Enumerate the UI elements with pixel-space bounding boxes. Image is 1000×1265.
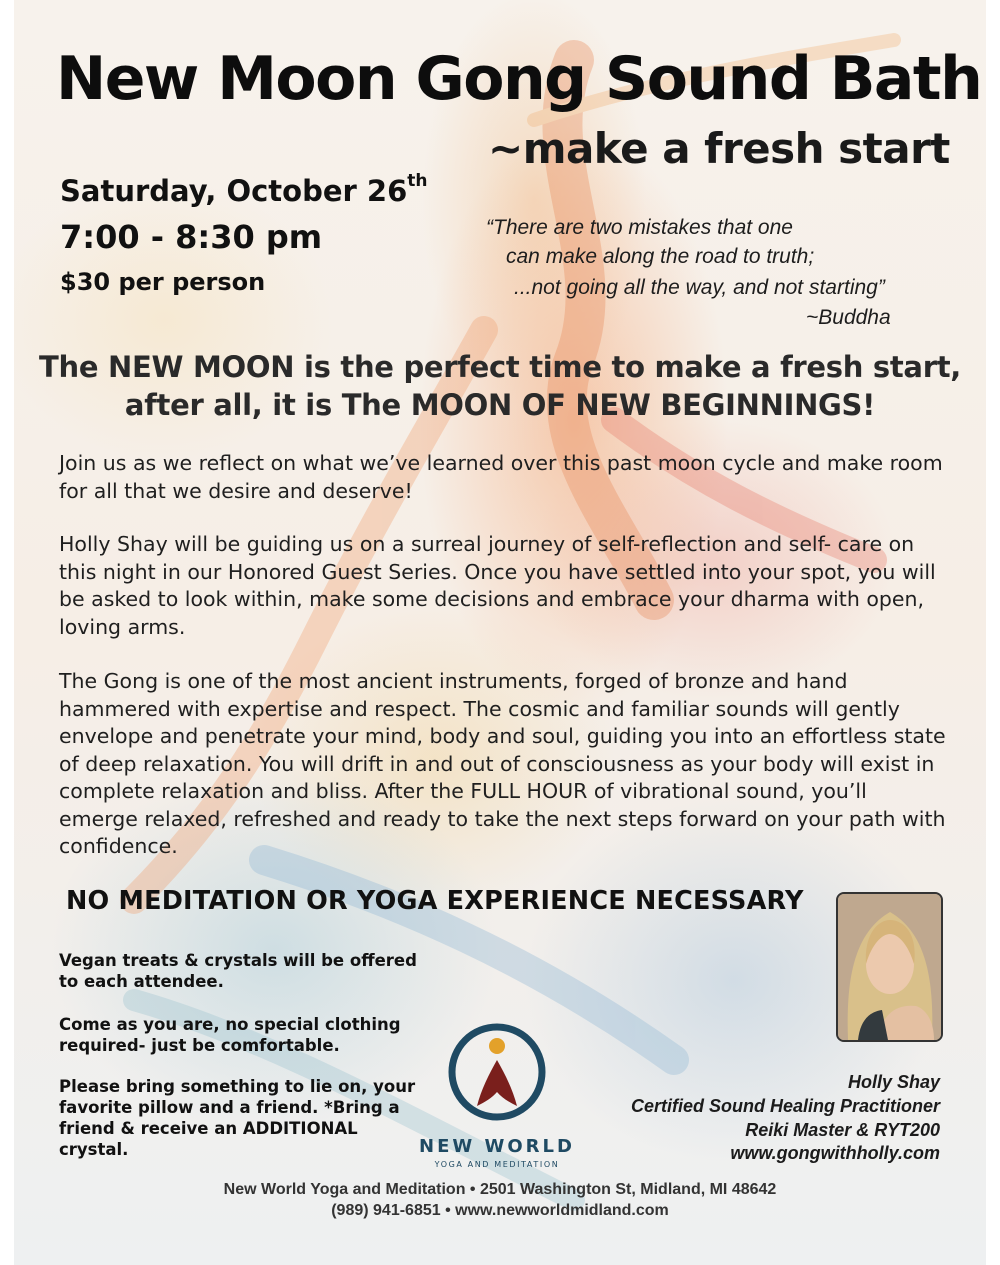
new-world-logo bbox=[402, 1020, 592, 1170]
subtitle: ~make a fresh start bbox=[488, 124, 950, 173]
logo-tagline: YOGA AND MEDITATION bbox=[434, 1160, 560, 1169]
logo-name: NEW WORLD bbox=[419, 1136, 575, 1157]
quote-line-3: ...not going all the way, and not starting” bbox=[514, 276, 885, 299]
note-treats: Vegan treats & crystals will be offered to each attendee. bbox=[59, 951, 417, 991]
quote-line-2: can make along the road to truth; bbox=[506, 245, 815, 268]
event-time: 7:00 - 8:30 pm bbox=[60, 218, 323, 256]
event-date-suffix: th bbox=[407, 171, 428, 192]
facilitator-website-link[interactable]: www.gongwithholly.com bbox=[730, 1143, 940, 1163]
note-bring: Please bring something to lie on, your favorite pillow and a friend. *Bring a friend & receive an ADDITIONAL crystal. bbox=[59, 1077, 416, 1159]
no-experience-banner: NO MEDITATION OR YOGA EXPERIENCE NECESSARY bbox=[66, 886, 804, 916]
facilitator-credentials: Reiki Master & RYT200 bbox=[745, 1120, 940, 1140]
paragraph-intro: Join us as we reflect on what we’ve learned over this past moon cycle and make room for all that we desire and deserve! bbox=[59, 451, 943, 503]
note-clothing: Come as you are, no special clothing required- just be comfortable. bbox=[59, 1015, 401, 1055]
event-date-text: Saturday, October 26 bbox=[60, 174, 408, 208]
paragraph-gong: The Gong is one of the most ancient instruments, forged of bronze and hand hammered with expertise and respect. The cosmic and familiar sounds will gently envelope and penetrate your mind, body and soul, guiding you into an effortless state of deep relaxation. You will drift in and out of consciousness as your body will exist in complete relaxation and bliss. After the FULL HOUR of vibrational sound, you’ll emerge relaxed, refreshed and ready to take the next steps forward on your path with confidence. bbox=[59, 669, 946, 858]
facilitator-title: Certified Sound Healing Practitioner bbox=[630, 1096, 940, 1116]
headline-line-1: The NEW MOON is the perfect time to make a fresh start, bbox=[39, 350, 961, 384]
page-title: New Moon Gong Sound Bath bbox=[56, 44, 982, 114]
footer-address: New World Yoga and Meditation • 2501 Washington St, Midland, MI 48642 bbox=[223, 1181, 777, 1198]
logo-mark-icon bbox=[447, 1020, 547, 1130]
facilitator-name: Holly Shay bbox=[847, 1072, 940, 1092]
flyer-page bbox=[14, 0, 986, 1265]
quote-line-1: “There are two mistakes that one bbox=[486, 216, 793, 239]
footer-contact: (989) 941-6851 • www.newworldmidland.com bbox=[331, 1202, 669, 1219]
paragraph-guide: Holly Shay will be guiding us on a surreal journey of self-reflection and self- care on this night in our Honored Guest Series. Once you have settled into your spot, you will be asked to look within, make some decisions and embrace your dharma with open, loving arms. bbox=[59, 532, 936, 639]
headline-line-2: after all, it is The MOON OF NEW BEGINNINGS! bbox=[124, 388, 876, 422]
facilitator-photo bbox=[836, 892, 943, 1042]
event-price: $30 per person bbox=[60, 268, 266, 296]
event-date bbox=[60, 171, 428, 208]
portrait-illustration bbox=[838, 894, 941, 1040]
quote-author: ~Buddha bbox=[806, 306, 891, 329]
